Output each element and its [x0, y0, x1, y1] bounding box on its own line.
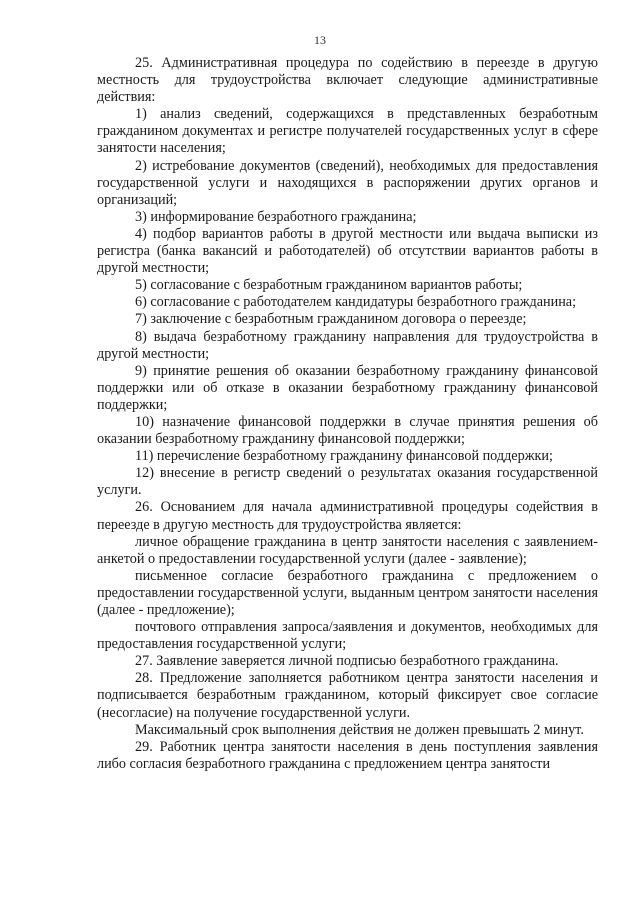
list-item-3: 3) информирование безработного гражданина;: [135, 208, 417, 225]
list-item-8: 8) выдача безработному гражданину направления для трудоустройства в другой местности;: [97, 328, 598, 362]
list-item-11: 11) перечисление безработному гражданину финансовой поддержки;: [135, 448, 553, 465]
basis-item-postal-request: почтового отправления запроса/заявления и документов, необходимых для предоставления государственной услуги;: [97, 619, 598, 653]
list-item-12: 12) внесение в регистр сведений о результатах оказания государственной услуги.: [97, 465, 598, 499]
page-number: 13: [314, 33, 326, 47]
basis-item-personal-appeal: личное обращение гражданина в центр занятости населения с заявлением-анкетой о предоставлении государственной услуги (далее - заявление);: [97, 533, 598, 567]
list-item-4: 4) подбор вариантов работы в другой местности или выдача выписки из регистра (банка вакансий и работодателей) об отсутствии вариантов работы в другой местности;: [97, 225, 598, 277]
paragraph-25: 25. Административная процедура по содействию в переезде в другую местность для трудоустройства включает следующие административные действия:: [97, 55, 598, 106]
list-item-10: 10) назначение финансовой поддержки в случае принятия решения об оказании безработному гражданину финансовой поддержки;: [97, 413, 598, 448]
list-item-6: 6) согласование с работодателем кандидатуры безработного гражданина;: [135, 294, 577, 311]
list-item-9: 9) принятие решения об оказании безработному гражданину финансовой поддержки или об отказе в оказании безработному гражданину финансовой поддержки;: [97, 362, 598, 413]
paragraph-26: 26. Основанием для начала административной процедуры содействия в переезде в другую местность для трудоустройства является:: [97, 499, 598, 533]
list-item-1: 1) анализ сведений, содержащихся в представленных безработным гражданином документах и регистре получателей государственных услуг в сфере занятости населения;: [97, 106, 598, 157]
max-duration-note: Максимальный срок выполнения действия не должен превышать 2 минут.: [135, 721, 584, 738]
list-item-5: 5) согласование с безработным гражданином вариантов работы;: [135, 277, 523, 294]
list-item-7: 7) заключение с безработным гражданином договора о переезде;: [135, 311, 527, 328]
list-item-2: 2) истребование документов (сведений), необходимых для предоставления государственной услуги и находящихся в распоряжении других органов и организаций;: [97, 157, 598, 208]
document-body: [97, 55, 598, 773]
paragraph-29: 29. Работник центра занятости населения в день поступления заявления либо согласия безработного гражданина с предложением центра занятости: [97, 738, 598, 772]
paragraph-27: 27. Заявление заверяется личной подписью безработного гражданина.: [135, 653, 559, 670]
paragraph-28: 28. Предложение заполняется работником центра занятости населения и подписывается безработным гражданином, который фиксирует свое согласие (несогласие) на получение государственной услуги.: [97, 670, 598, 721]
basis-item-written-consent: письменное согласие безработного гражданина с предложением о предоставлении государственной услуги, выданным центром занятости населения (далее - предложение);: [97, 567, 598, 618]
